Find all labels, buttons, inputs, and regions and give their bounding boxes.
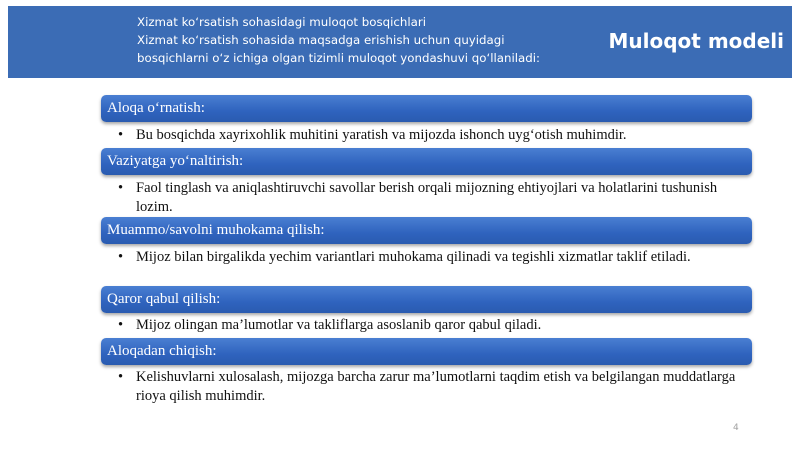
bullet-icon: •	[118, 180, 124, 196]
header-line-1: Xizmat ko‘rsatish sohasidagi muloqot bosqichlari	[137, 15, 427, 29]
header-subtitle	[137, 13, 540, 67]
stage-description-4	[118, 316, 743, 335]
slide-title: Muloqot modeli	[608, 29, 784, 53]
stage-text-1: Bu bosqichda xayrixohlik muhitini yaratish va mijozda ishonch uyg‘otish muhimdir.	[136, 127, 627, 143]
header-line-2: Xizmat ko‘rsatish sohasida maqsadga erishish uchun quyidagi	[137, 33, 505, 47]
stage-bar-1: Aloqa o‘rnatish:	[101, 95, 752, 122]
stage-description-5	[118, 368, 743, 406]
stage-description-1	[118, 126, 743, 145]
stage-text-4: Mijoz olingan ma’lumotlar va takliflarga asoslanib qaror qabul qiladi.	[136, 317, 542, 333]
bullet-icon: •	[118, 127, 124, 143]
stage-description-2	[118, 179, 743, 217]
page-number: 4	[733, 423, 739, 433]
stage-text-3: Mijoz bilan birgalikda yechim variantlari muhokama qilinadi va tegishli xizmatlar taklif etiladi.	[136, 249, 691, 265]
stage-bar-5: Aloqadan chiqish:	[101, 338, 752, 365]
stage-text-2: Faol tinglash va aniqlashtiruvchi savollar berish orqali mijozning ehtiyojlari va holatlarini tushunish lozim.	[136, 180, 718, 215]
stage-text-5: Kelishuvlarni xulosalash, mijozga barcha zarur ma’lumotlarni taqdim etish va belgilangan muddatlarga rioya qilish muhimdir.	[136, 369, 736, 404]
stage-bar-3: Muammo/savolni muhokama qilish:	[101, 217, 752, 244]
stage-description-3	[118, 248, 743, 267]
bullet-icon: •	[118, 249, 124, 265]
bullet-icon: •	[118, 317, 124, 333]
stage-bar-4: Qaror qabul qilish:	[101, 286, 752, 313]
slide-header	[8, 6, 792, 78]
bullet-icon: •	[118, 369, 124, 385]
header-line-3: bosqichlarni o‘z ichiga olgan tizimli muloqot yondashuvi qo‘llaniladi:	[137, 51, 541, 65]
stage-bar-2: Vaziyatga yo‘naltirish:	[101, 148, 752, 175]
